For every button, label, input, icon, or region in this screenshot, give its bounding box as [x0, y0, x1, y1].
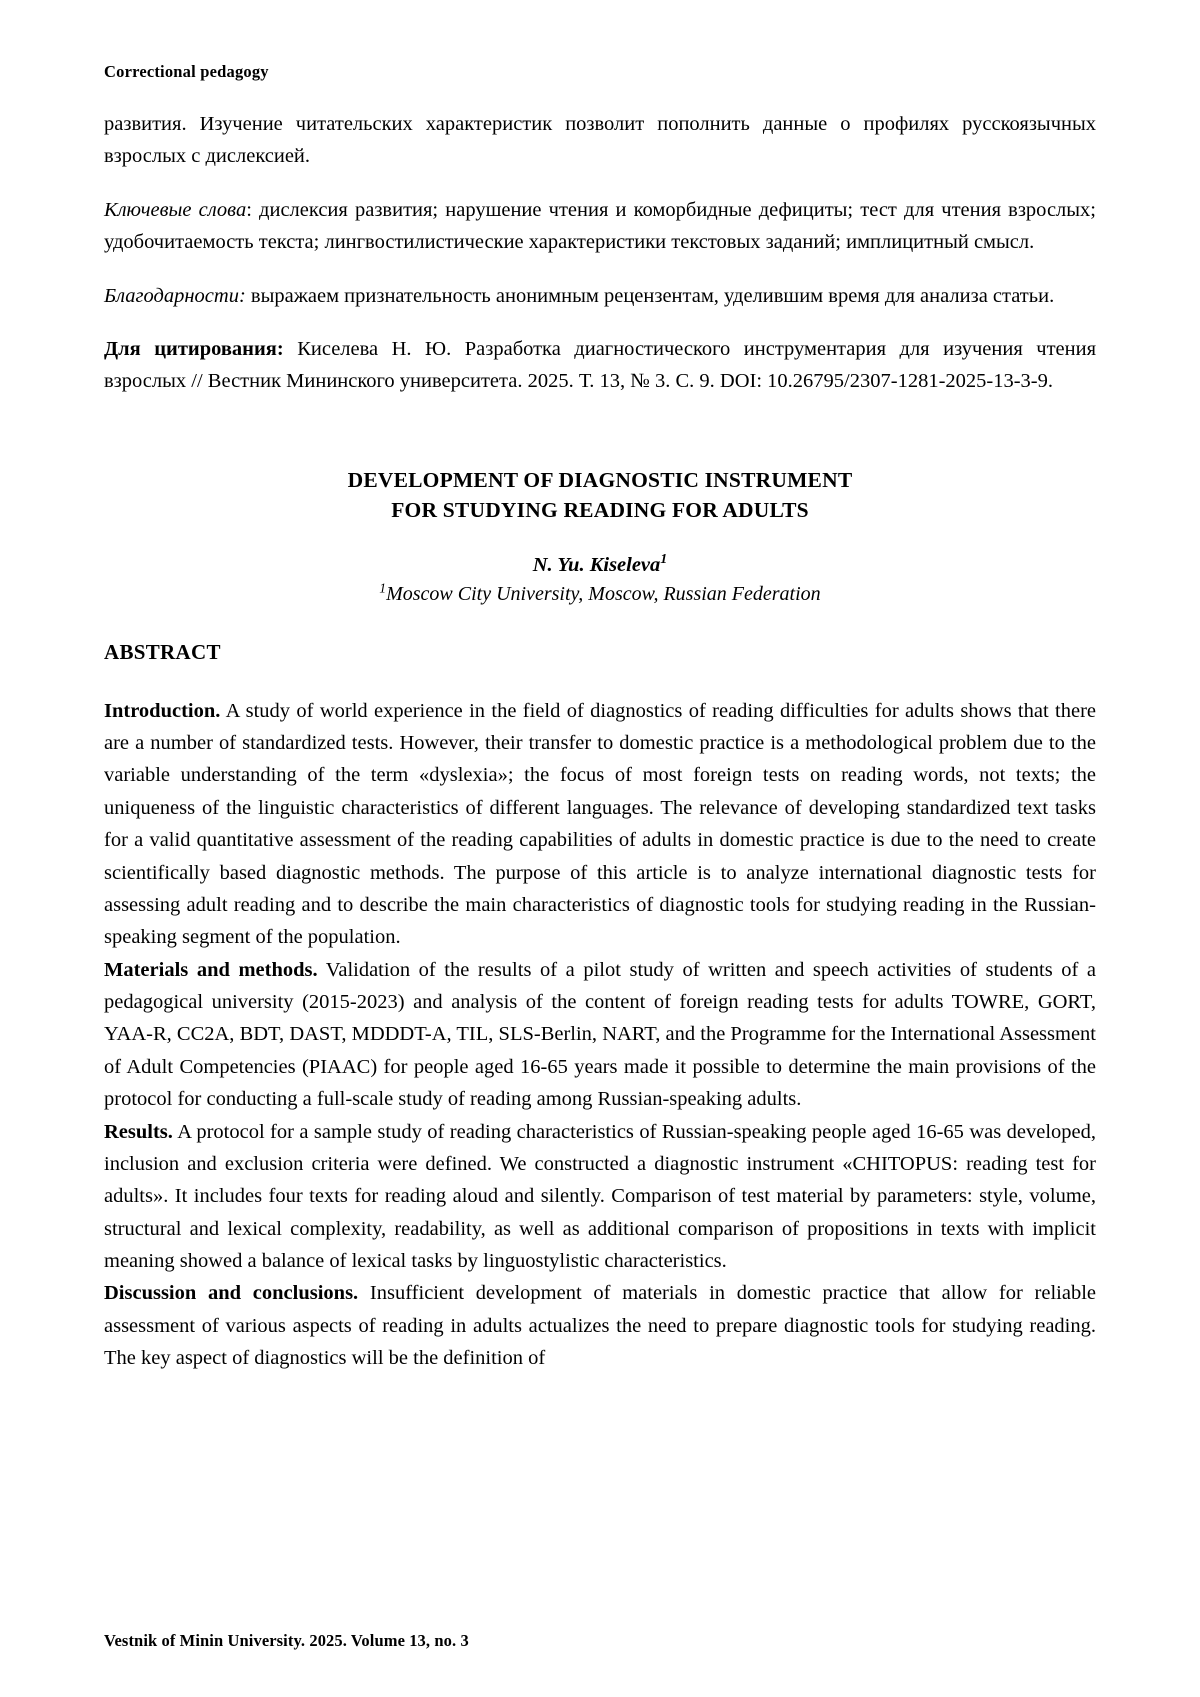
acknowledgements-text: выражаем признательность анонимным рецензентам, уделившим время для анализа статьи.	[245, 284, 1055, 307]
article-title-line-2: FOR STUDYING READING FOR ADULTS	[391, 498, 809, 523]
keywords-text: : дислексия развития; нарушение чтения и коморбидные дефициты; тест для чтения взрослых; удобочитаемость текста; лингвостилистические характеристики текстовых заданий; имплицитный смысл.	[104, 198, 1096, 254]
abstract-introduction-label: Introduction.	[104, 699, 221, 722]
abstract-results-label: Results.	[104, 1120, 173, 1143]
acknowledgements-label: Благодарности:	[104, 284, 246, 307]
citation-paragraph	[104, 333, 1096, 398]
citation-text: Киселева Н. Ю. Разработка диагностического инструментария для изучения чтения взрослых // Вестник Мининского университета. 2025. Т. 13, № 3. С. 9. DOI: 10.26795/2307-1281-2025-13-3-9.	[104, 337, 1096, 393]
keywords-label: Ключевые слова	[104, 198, 247, 221]
article-title-line-1: DEVELOPMENT OF DIAGNOSTIC INSTRUMENT	[347, 467, 853, 492]
abstract-results-text: A protocol for a sample study of reading characteristics of Russian-speaking people aged 16-65 was developed, inclusion and exclusion criteria were defined. We constructed a diagnostic instrument «CHITOPUS: reading test for adults». It includes four texts for reading aloud and silently. Comparison of test material by parameters: style, volume, structural and lexical complexity, readability, as well as additional comparison of propositions in texts with implicit meaning showed a balance of lexical tasks by linguostylistic characteristics.	[104, 1120, 1096, 1273]
abstract-discussion-text: Insufficient development of materials in domestic practice that allow for reliable assessment of various aspects of reading in adults actualizes the need to prepare diagnostic tools for studying reading. The key aspect of diagnostics will be the definition of	[104, 1282, 1096, 1370]
section-spacer	[104, 419, 1096, 465]
author-affiliation-marker: 1	[660, 551, 668, 567]
affiliation-text: Moscow City University, Moscow, Russian Federation	[386, 582, 821, 605]
abstract-introduction-paragraph	[104, 695, 1096, 954]
abstract-introduction-text: A study of world experience in the field of diagnostics of reading difficulties for adults shows that there are a number of standardized tests. However, their transfer to domestic practice is a methodological problem due to the variable understanding of the term «dyslexia»; the focus of most foreign tests on reading words, not texts; the uniqueness of the linguistic characteristics of different languages. The relevance of developing standardized text tasks for a valid quantitative assessment of the reading capabilities of adults in domestic practice is due to the need to create scientifically based diagnostic methods. The purpose of this article is to analyze international diagnostic tests for assessing adult reading and to describe the main characteristics of diagnostic tools for studying reading in the Russian-speaking segment of the population.	[104, 699, 1096, 949]
affiliation-marker: 1	[379, 580, 387, 595]
abstract-materials-text: Validation of the results of a pilot study of written and speech activities of students of a pedagogical university (2015-2023) and analysis of the content of foreign reading tests for adults TOWRE, GORT, YAA-R, CC2A, BDT, DAST, MDDDT-A, TIL, SLS-Berlin, NART, and the Programme for the International Assessment of Adult Competencies (PIAAC) for people aged 16-65 years made it possible to determine the main provisions of the protocol for conducting a full-scale study of reading among Russian-speaking adults.	[104, 958, 1097, 1111]
article-title	[104, 465, 1096, 526]
running-head: Correctional pedagogy	[104, 62, 269, 81]
citation-label: Для цитирования:	[104, 337, 284, 360]
acknowledgements-paragraph	[104, 280, 1096, 312]
abstract-materials-paragraph	[104, 954, 1096, 1116]
author-name-text: N. Yu. Kiseleva	[532, 553, 661, 576]
affiliation	[104, 580, 1096, 606]
page-footer: Vestnik of Minin University. 2025. Volume 13, no. 3	[104, 1631, 469, 1650]
abstract-heading: ABSTRACT	[104, 639, 221, 664]
abstract-results-paragraph	[104, 1116, 1096, 1278]
author-name	[104, 551, 1096, 577]
abstract-discussion-label: Discussion and conclusions.	[104, 1282, 359, 1305]
abstract-discussion-paragraph	[104, 1277, 1096, 1374]
intro-fragment-paragraph: развития. Изучение читательских характеристик позволит пополнить данные о профилях русскоязычных взрослых с дислексией.	[104, 113, 1096, 168]
keywords-paragraph	[104, 194, 1096, 259]
abstract-materials-label: Materials and methods.	[104, 958, 318, 981]
